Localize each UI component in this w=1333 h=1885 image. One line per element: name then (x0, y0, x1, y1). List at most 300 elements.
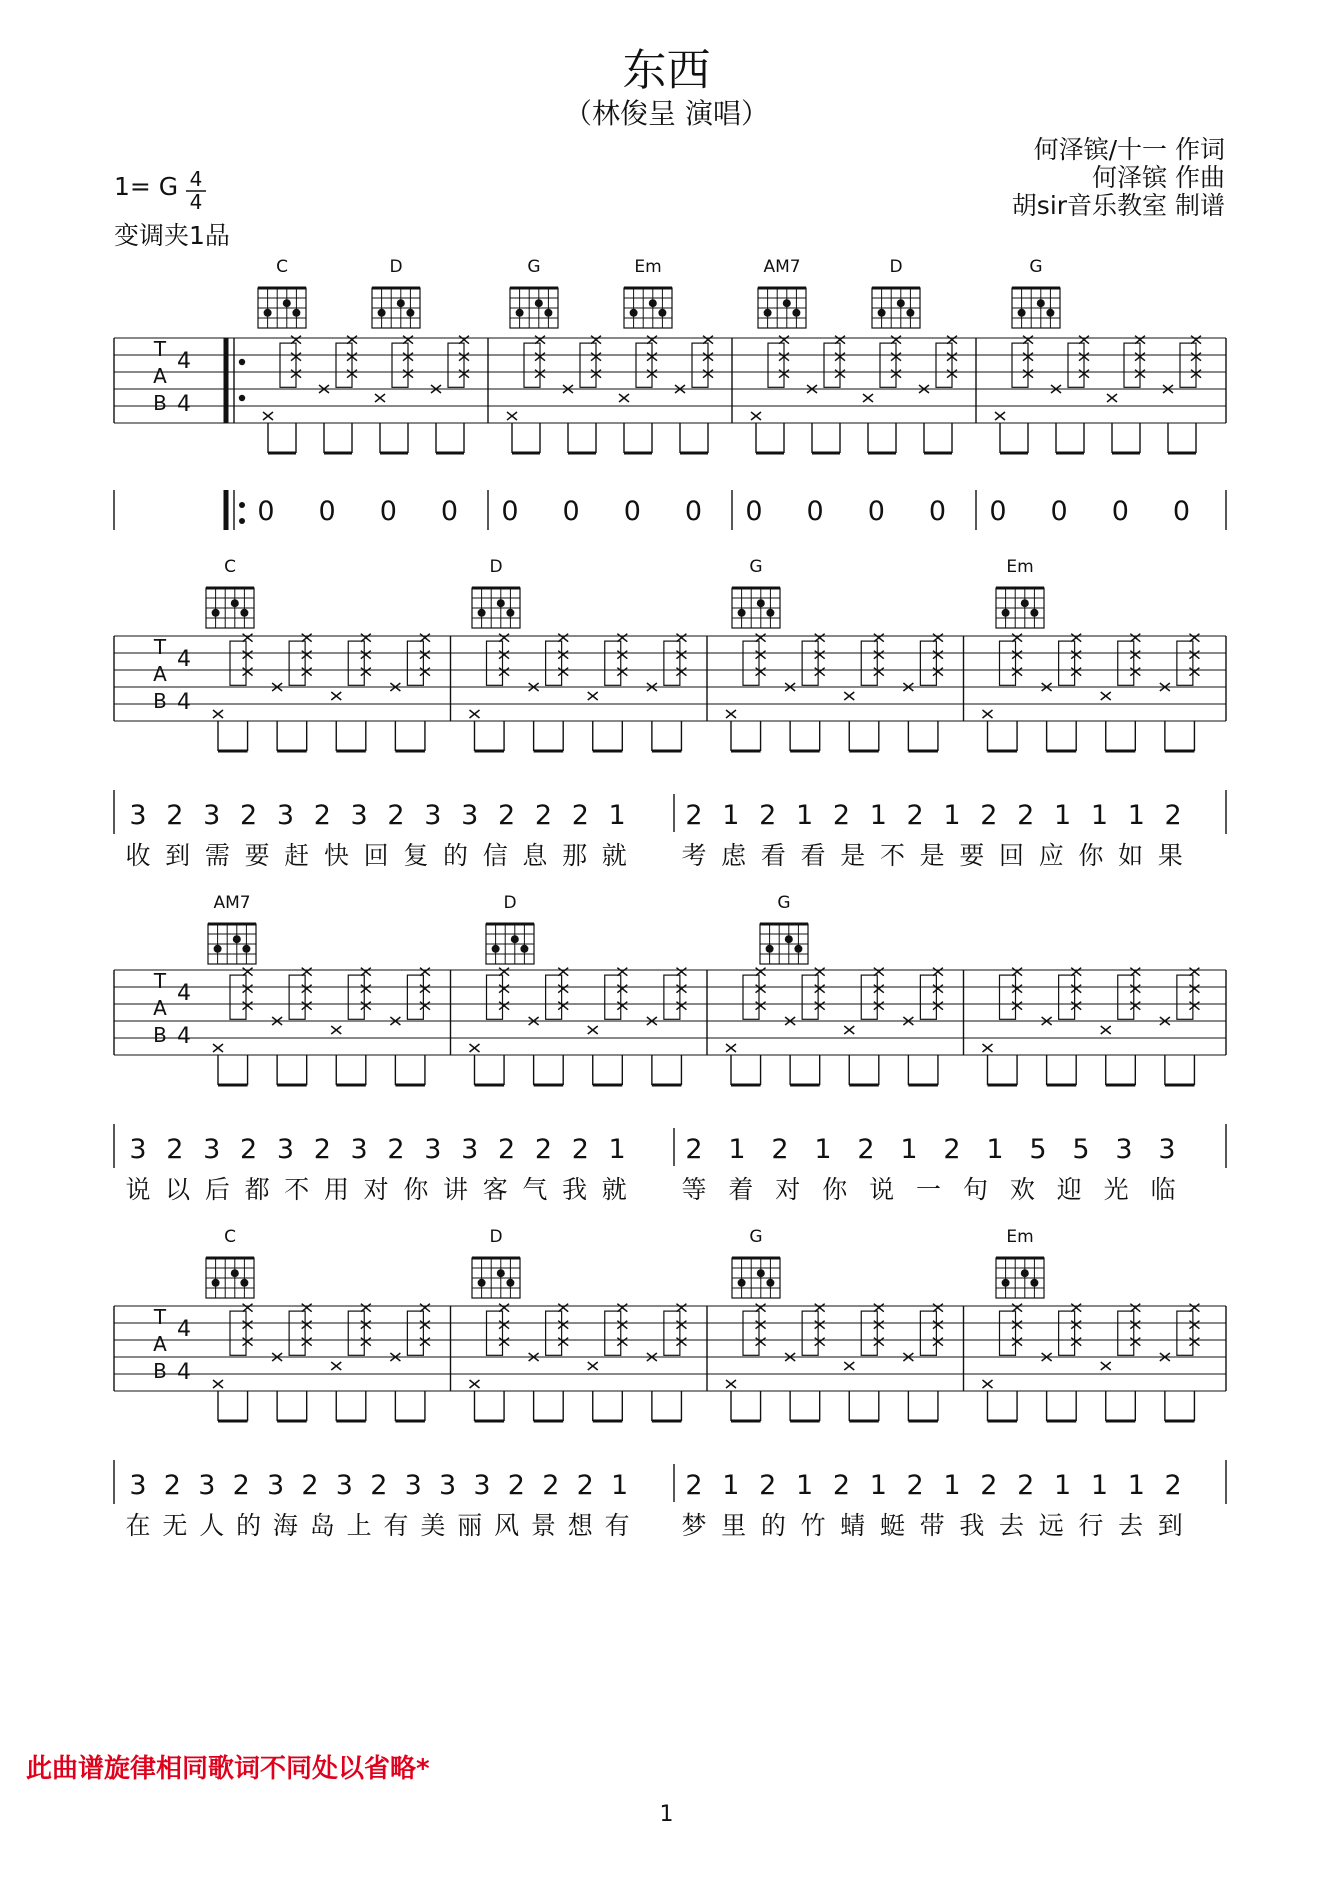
strum-box (230, 1311, 246, 1355)
melody-note: 2 (857, 1134, 875, 1165)
bass-note (726, 1044, 736, 1052)
strum-x (361, 1321, 371, 1329)
strum-box (580, 343, 596, 387)
melody-note: 2 (507, 1470, 525, 1501)
chord-name: G (777, 893, 791, 913)
tab-clef-letter: B (153, 689, 167, 713)
melody-note: 2 (832, 1470, 851, 1501)
chord-diagram (206, 1227, 254, 1298)
chord-finger-dot (506, 609, 514, 617)
lyric-char: 去 (1118, 1511, 1144, 1540)
strum-box (664, 641, 680, 685)
lyric-char: 竹 (800, 1511, 826, 1540)
strum-x (1191, 336, 1201, 344)
capo-note: 变调夹1品 (114, 221, 230, 250)
strum-x (1071, 668, 1081, 676)
strum-x (361, 985, 371, 993)
strum-x (361, 668, 371, 676)
strum-x (933, 985, 943, 993)
melody-note: 2 (685, 1470, 703, 1501)
tab-clef-letter: A (153, 996, 167, 1020)
bass-note (983, 1380, 993, 1388)
song-title: 东西 (622, 45, 711, 96)
melody-note: 1 (608, 1134, 626, 1165)
strum-x (459, 336, 469, 344)
strum-x (302, 651, 312, 659)
strum-x (420, 651, 430, 659)
melody-note: 2 (685, 1134, 703, 1165)
chord-finger-dot (897, 299, 905, 307)
chord-name: Em (1006, 1227, 1034, 1247)
lyric-char: 回 (999, 841, 1025, 870)
chord-diagram (1012, 257, 1060, 328)
tab-time-bottom: 4 (177, 1024, 191, 1049)
strum-x (874, 1002, 884, 1010)
chord-finger-dot (544, 309, 552, 317)
lyric-char: 的 (760, 1511, 786, 1540)
chord-finger-dot (397, 299, 405, 307)
tab-clef-letter: B (153, 1023, 167, 1047)
strum-box (743, 1311, 759, 1355)
chord-diagram (996, 557, 1044, 628)
chord-finger-dot (738, 609, 746, 617)
melody-note: 1 (1053, 1470, 1072, 1501)
strum-x (617, 1002, 627, 1010)
strum-x (291, 336, 301, 344)
tab-clef-letter: B (153, 1359, 167, 1383)
lyric-char: 看 (760, 841, 786, 870)
chord-finger-dot (292, 309, 300, 317)
melody-note: 2 (571, 1134, 589, 1165)
chord-name: Em (1006, 557, 1034, 577)
melody-note: 1 (1053, 800, 1072, 831)
melody-note: 2 (163, 1470, 181, 1501)
strum-x (1130, 668, 1140, 676)
lyric-char: 岛 (309, 1511, 335, 1540)
melody-note: 0 (440, 496, 459, 527)
page-number: 1 (659, 1802, 674, 1827)
strum-x (1012, 668, 1022, 676)
melody-note: 3 (439, 1470, 457, 1501)
strum-box (1059, 1311, 1075, 1355)
strum-x (874, 985, 884, 993)
melody-note: 1 (1090, 800, 1109, 831)
strum-x (1130, 985, 1140, 993)
strum-box (546, 1311, 562, 1355)
strum-x (617, 668, 627, 676)
strum-x (933, 1002, 943, 1010)
lyric-char: 后 (204, 1175, 230, 1204)
strum-box (1177, 641, 1193, 685)
strum-x (756, 1002, 766, 1010)
bass-note (507, 412, 517, 420)
chord-name: D (389, 257, 403, 277)
lyric-char: 都 (244, 1175, 270, 1204)
chord-finger-dot (1030, 609, 1038, 617)
strum-x (756, 1338, 766, 1346)
bass-note (331, 1026, 341, 1034)
melody-note: 2 (759, 800, 777, 831)
chord-diagram (472, 557, 520, 628)
bass-note (844, 1026, 854, 1034)
lyric-char: 应 (1038, 841, 1064, 870)
strum-box (802, 641, 818, 685)
lyric-char: 不 (879, 841, 905, 870)
strum-x (874, 1321, 884, 1329)
strum-box (280, 343, 296, 387)
chord-finger-dot (233, 935, 241, 943)
lyric-char: 到 (1157, 1511, 1183, 1540)
melody-note: 2 (832, 800, 851, 831)
chord-finger-dot (630, 309, 638, 317)
strum-x (558, 668, 568, 676)
chord-finger-dot (766, 945, 774, 953)
bass-note (263, 412, 273, 420)
strum-x (302, 1338, 312, 1346)
chord-finger-dot (764, 309, 772, 317)
strum-box (1068, 343, 1084, 387)
tab-clef-letter: T (153, 635, 167, 659)
strum-x (420, 668, 430, 676)
lyric-char: 讲 (443, 1175, 469, 1204)
melody-note: 3 (424, 1134, 442, 1165)
tab-time-bottom: 4 (177, 1360, 191, 1385)
strum-x (676, 1338, 686, 1346)
strum-x (1130, 1338, 1140, 1346)
lyric-char: 句 (962, 1175, 988, 1204)
strum-x (676, 651, 686, 659)
melody-note: 1 (869, 1470, 887, 1501)
lyric-char: 想 (567, 1511, 593, 1540)
melody-note: 0 (562, 496, 580, 527)
tab-time-top: 4 (177, 981, 191, 1006)
strum-box (743, 641, 759, 685)
chord-finger-dot (242, 945, 250, 953)
strum-box (546, 975, 562, 1019)
chord-finger-dot (785, 935, 793, 943)
strum-x (676, 1002, 686, 1010)
melody-note: 2 (313, 1134, 331, 1165)
tab-time-bottom: 4 (177, 690, 191, 715)
chord-name: C (224, 557, 236, 577)
melody-note: 2 (542, 1470, 560, 1501)
lyric-char: 快 (323, 841, 349, 870)
lyric-char: 就 (601, 1175, 627, 1204)
chord-name: AM7 (213, 893, 251, 913)
chord-finger-dot (478, 609, 486, 617)
strum-x (1012, 1338, 1022, 1346)
strum-x (347, 336, 357, 344)
chord-finger-dot (738, 1279, 746, 1287)
strum-x (874, 1338, 884, 1346)
melody-note: 3 (203, 800, 221, 831)
melody-note: 3 (267, 1470, 285, 1501)
strum-box (605, 975, 621, 1019)
lyric-char: 息 (522, 841, 548, 870)
chord-name: G (749, 1227, 763, 1247)
strum-box (230, 641, 246, 685)
strum-x (591, 336, 601, 344)
bass-note (213, 1380, 223, 1388)
strum-x (499, 985, 509, 993)
strum-x (558, 1338, 568, 1346)
strum-box (487, 1311, 503, 1355)
chord-finger-dot (535, 299, 543, 307)
lyric-char: 赶 (284, 841, 310, 870)
strum-box (407, 975, 423, 1019)
strum-x (647, 336, 657, 344)
strum-x (420, 985, 430, 993)
strum-box (289, 975, 305, 1019)
lyric-char: 蜓 (879, 1511, 905, 1540)
chord-diagram (372, 257, 420, 328)
lyric-char: 说 (125, 1175, 151, 1204)
lyric-char: 光 (1103, 1175, 1129, 1204)
strum-x (1012, 1321, 1022, 1329)
lyric-char: 海 (272, 1511, 298, 1540)
melody-note: 1 (869, 800, 887, 831)
melody-note: 2 (387, 1134, 405, 1165)
strum-box (1124, 343, 1140, 387)
melody-note: 2 (497, 800, 516, 831)
transcriber-credit: 胡sir音乐教室 制谱 (1011, 191, 1225, 220)
strum-box (348, 641, 364, 685)
strum-x (676, 668, 686, 676)
strum-x (558, 1002, 568, 1010)
strum-x (1071, 651, 1081, 659)
strum-box (664, 1311, 680, 1355)
melody-note: 2 (1017, 1470, 1035, 1501)
chord-finger-dot (1021, 1269, 1029, 1277)
chord-diagram (472, 1227, 520, 1298)
strum-x (891, 336, 901, 344)
chord-name: D (489, 557, 503, 577)
strum-x (815, 651, 825, 659)
chord-finger-dot (240, 1279, 248, 1287)
melody-note: 2 (497, 1134, 516, 1165)
strum-x (703, 336, 713, 344)
chord-diagram (996, 1227, 1044, 1298)
strum-x (1012, 1002, 1022, 1010)
lyric-char: 有 (383, 1511, 409, 1540)
melody-note: 1 (1127, 1470, 1145, 1501)
bass-note (588, 1026, 598, 1034)
strum-x (403, 336, 413, 344)
strum-x (243, 1338, 253, 1346)
strum-x (302, 668, 312, 676)
tab-time-top: 4 (177, 1317, 191, 1342)
melody-note: 2 (906, 1470, 924, 1501)
lyric-char: 美 (420, 1511, 446, 1540)
strum-x (361, 651, 371, 659)
lyric-char: 虑 (721, 841, 747, 870)
strum-x (815, 985, 825, 993)
bass-note (588, 1362, 598, 1370)
melody-note: 1 (722, 800, 740, 831)
strum-x (874, 651, 884, 659)
strum-x (1189, 985, 1199, 993)
strum-box (289, 1311, 305, 1355)
strum-x (815, 1338, 825, 1346)
strum-x (1135, 336, 1145, 344)
strum-x (933, 668, 943, 676)
melody-note: 2 (906, 800, 924, 831)
melody-note: 2 (239, 1134, 258, 1165)
melody-note: 3 (461, 1134, 479, 1165)
strum-x (1189, 651, 1199, 659)
chord-name: C (276, 257, 288, 277)
strum-x (1071, 1002, 1081, 1010)
melody-note: 2 (759, 1470, 777, 1501)
chord-finger-dot (212, 609, 220, 617)
strum-box (605, 1311, 621, 1355)
melody-note: 1 (1090, 1470, 1109, 1501)
strum-box (407, 641, 423, 685)
strum-box (1000, 641, 1016, 685)
melody-note: 3 (1158, 1134, 1176, 1165)
melody-note: 3 (129, 800, 147, 831)
chord-diagram (510, 257, 558, 328)
chord-finger-dot (497, 599, 505, 607)
bass-note (213, 1044, 223, 1052)
melody-note: 1 (722, 1470, 740, 1501)
strum-x (1012, 651, 1022, 659)
melody-note: 0 (318, 496, 336, 527)
melody-note: 1 (943, 1470, 961, 1501)
melody-note: 2 (313, 800, 331, 831)
lyric-char: 无 (162, 1511, 188, 1540)
chord-finger-dot (497, 1269, 505, 1277)
lyric-char: 行 (1078, 1511, 1104, 1540)
strum-box (1118, 641, 1134, 685)
lyric-char: 用 (323, 1175, 349, 1204)
lyric-char: 果 (1157, 841, 1183, 870)
strum-x (933, 1338, 943, 1346)
melody-note: 2 (232, 1470, 250, 1501)
lyric-char: 景 (530, 1511, 556, 1540)
melody-note: 3 (335, 1470, 353, 1501)
lyric-char: 的 (443, 841, 469, 870)
tab-clef-letter: A (153, 364, 167, 388)
strum-x (756, 985, 766, 993)
melody-note: 2 (1017, 800, 1035, 831)
strum-box (230, 975, 246, 1019)
chord-finger-dot (283, 299, 291, 307)
chord-finger-dot (766, 1279, 774, 1287)
melody-note: 3 (198, 1470, 216, 1501)
chord-name: C (224, 1227, 236, 1247)
lyric-char: 以 (165, 1175, 191, 1204)
bass-note (983, 710, 993, 718)
strum-x (947, 336, 957, 344)
tab-clef-letter: T (153, 337, 167, 361)
melody-note: 0 (1172, 496, 1191, 527)
lyric-char: 到 (165, 841, 191, 870)
strum-x (617, 1338, 627, 1346)
chord-name: Em (634, 257, 662, 277)
strum-x (756, 668, 766, 676)
lyric-char: 的 (236, 1511, 262, 1540)
strum-box (1180, 343, 1196, 387)
strum-x (243, 651, 253, 659)
melody-note: 1 (728, 1134, 746, 1165)
strum-box (692, 343, 708, 387)
melody-note: 1 (943, 800, 961, 831)
melody-note: 2 (370, 1470, 388, 1501)
lyric-char: 回 (363, 841, 389, 870)
strum-box (487, 975, 503, 1019)
strum-x (1071, 1321, 1081, 1329)
chord-finger-dot (231, 1269, 239, 1277)
chord-diagram (486, 893, 534, 964)
lyric-char: 在 (125, 1511, 151, 1540)
strum-box (920, 1311, 936, 1355)
melody-note: 1 (608, 800, 626, 831)
strum-x (535, 336, 545, 344)
strum-box (824, 343, 840, 387)
lyric-char: 风 (494, 1511, 520, 1540)
chord-finger-dot (794, 945, 802, 953)
tab-clef-letter: A (153, 1332, 167, 1356)
bass-note (726, 1380, 736, 1388)
strum-x (1023, 336, 1033, 344)
melody-note: 0 (867, 496, 885, 527)
strum-x (243, 985, 253, 993)
bass-note (751, 412, 761, 420)
melody-note: 2 (166, 1134, 184, 1165)
melody-note: 2 (685, 800, 703, 831)
strum-x (243, 1002, 253, 1010)
lyric-char: 收 (125, 841, 151, 870)
melody-note: 2 (576, 1470, 594, 1501)
strum-x (756, 651, 766, 659)
chord-diagram (758, 257, 806, 328)
lyric-char: 对 (363, 1175, 389, 1204)
chord-finger-dot (478, 1279, 486, 1287)
repeat-dot (239, 395, 245, 401)
strum-box (336, 343, 352, 387)
chord-name: G (527, 257, 541, 277)
bass-note (844, 692, 854, 700)
melody-note: 2 (534, 800, 553, 831)
strum-x (302, 985, 312, 993)
strum-box (1000, 975, 1016, 1019)
lyric-char: 说 (869, 1175, 895, 1204)
strum-box (1000, 1311, 1016, 1355)
lyric-char: 梦 (681, 1511, 707, 1540)
strum-box (1118, 975, 1134, 1019)
lyric-char: 带 (919, 1511, 945, 1540)
lyric-char: 有 (604, 1511, 630, 1540)
chord-finger-dot (658, 309, 666, 317)
lyric-char: 欢 (1009, 1175, 1035, 1204)
bass-note (983, 1044, 993, 1052)
strum-box (348, 1311, 364, 1355)
strum-box (448, 343, 464, 387)
tab-clef-letter: A (153, 662, 167, 686)
chord-finger-dot (214, 945, 222, 953)
strum-x (815, 1321, 825, 1329)
bass-note (588, 692, 598, 700)
strum-x (361, 1338, 371, 1346)
melody-note: 0 (623, 496, 641, 527)
melody-note: 0 (379, 496, 397, 527)
strum-box (802, 975, 818, 1019)
song-subtitle: （林俊呈 演唱） (564, 97, 769, 130)
melody-note: 0 (1050, 496, 1068, 527)
melody-note: 5 (1072, 1134, 1090, 1165)
chord-diagram (760, 893, 808, 964)
